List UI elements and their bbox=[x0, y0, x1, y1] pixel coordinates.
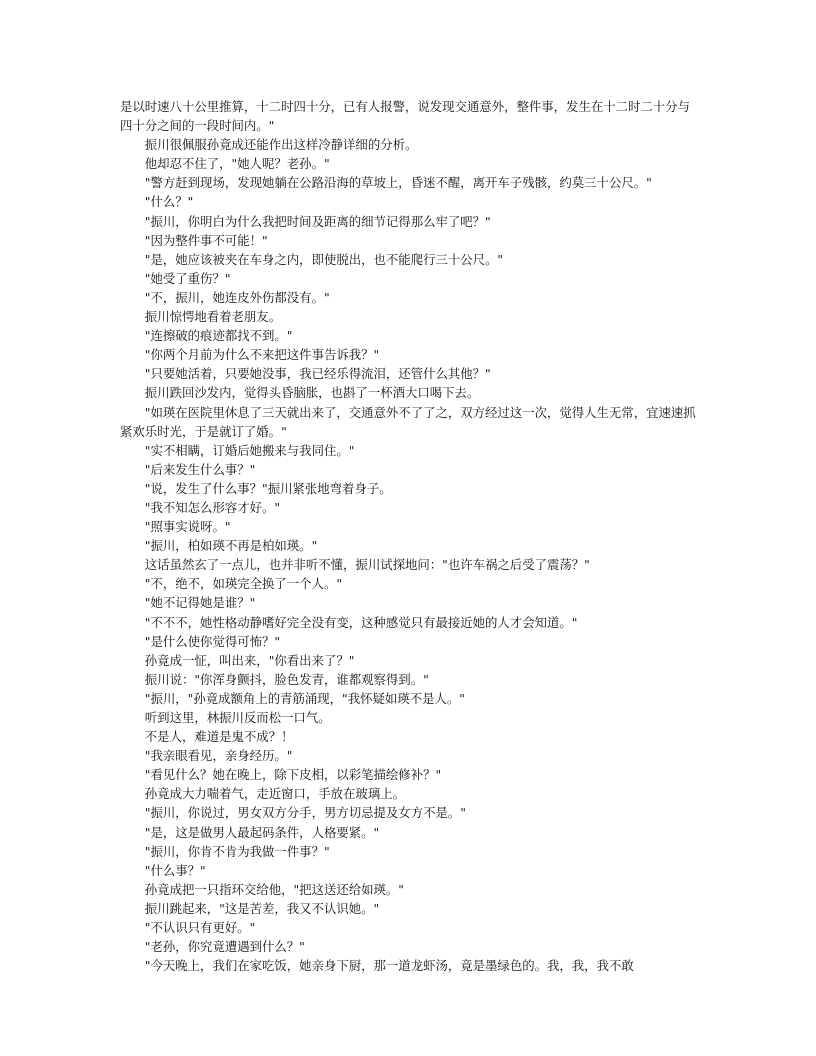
paragraph: "不认识只有更好。" bbox=[144, 920, 256, 936]
paragraph: "实不相瞒，订婚后她搬来与我同住。" bbox=[144, 442, 355, 458]
paragraph: 孙竟成把一只指环交给他，"把这送还给如瑛。" bbox=[144, 881, 405, 897]
paragraph: 振川很佩服孙竟成还能作出这样冷静详细的分析。 bbox=[144, 137, 418, 153]
paragraph: "照事实说呀。" bbox=[144, 519, 231, 535]
paragraph: "振川，你说过，男女双方分手，男方切忌提及女方不是。" bbox=[144, 805, 466, 821]
paragraph: "如瑛在医院里休息了三天就出来了，交通意外不了了之，双方经过这一次，觉得人生无常，宜速速抓紧欢乐时光，于是就订了婚。" bbox=[120, 404, 696, 439]
paragraph: "不不不，她性格动静嗜好完全没有变，这种感觉只有最接近她的人才会知道。" bbox=[144, 614, 578, 630]
paragraph: "是，她应该被夹在车身之内，即使脱出，也不能爬行三十公尺。" bbox=[144, 251, 504, 267]
document-page bbox=[120, 97, 700, 975]
paragraph: "什么事？" bbox=[144, 862, 206, 878]
paragraph: "老孙，你究竟遭遇到什么？" bbox=[144, 939, 305, 955]
paragraph: "我亲眼看见，亲身经历。" bbox=[144, 748, 293, 764]
paragraph: "振川，"孙竟成额角上的青筋涌现，"我怀疑如瑛不是人。" bbox=[144, 690, 465, 706]
paragraph: "振川，你肯不肯为我做一件事？" bbox=[144, 843, 330, 859]
paragraph: 孙竟成一怔，叫出来，"你看出来了？" bbox=[144, 652, 355, 668]
paragraph: "她不记得她是谁？" bbox=[144, 595, 256, 611]
paragraph: "只要她活着，只要她没事，我已经乐得流泪，还管什么其他？" bbox=[144, 366, 491, 382]
paragraph: 振川跌回沙发内，觉得头昏脑胀，也斟了一杯酒大口喝下去。 bbox=[144, 385, 480, 401]
paragraph: "什么？" bbox=[144, 194, 194, 210]
paragraph: "连擦破的痕迹都找不到。" bbox=[144, 328, 293, 344]
paragraph: "振川，柏如瑛不再是柏如瑛。" bbox=[144, 538, 318, 554]
paragraph: "因为整件事不可能！" bbox=[144, 232, 268, 248]
paragraph: "警方赶到现场，发现她躺在公路沿海的草坡上，昏迷不醒，离开车子残骸，约莫三十公尺。" bbox=[144, 175, 652, 191]
paragraph: 这话虽然玄了一点儿，也并非听不懂，振川试探地问："也许车祸之后受了震荡？" bbox=[144, 557, 590, 573]
paragraph: 振川惊愕地看着老朋友。 bbox=[144, 309, 282, 325]
paragraph: 孙竟成大力喘着气，走近窗口，手放在玻璃上。 bbox=[144, 786, 405, 802]
paragraph: "今天晚上，我们在家吃饭，她亲身下厨，那一道龙虾汤，竟是墨绿色的。我，我，我不敢 bbox=[144, 958, 634, 974]
paragraph: 是以时速八十公里推算，十二时四十分，已有人报警，说发现交通意外，整件事，发生在十二时二十分与四十分之间的一段时间内。" bbox=[120, 99, 690, 134]
paragraph: 振川跳起来，"这是苦差，我又不认识她。" bbox=[144, 900, 380, 916]
paragraph: "我不知怎么形容才好。" bbox=[144, 499, 281, 515]
paragraph: "她受了重伤？" bbox=[144, 270, 231, 286]
paragraph: "不，振川，她连皮外伤都没有。" bbox=[144, 289, 330, 305]
paragraph: "你两个月前为什么不来把这件事告诉我？" bbox=[144, 347, 380, 363]
paragraph: "看见什么？她在晚上，除下皮相，以彩笔描绘修补？" bbox=[144, 767, 442, 783]
paragraph: 振川说："你浑身颤抖，脸色发青，谁都观察得到。" bbox=[144, 671, 429, 687]
paragraph: "不，绝不，如瑛完全换了一个人。" bbox=[144, 576, 343, 592]
paragraph: "说，发生了什么事？"振川紧张地弯着身子。 bbox=[144, 480, 392, 496]
paragraph: 听到这里，林振川反而松一口气。 bbox=[144, 710, 331, 725]
paragraph: 他却忍不住了，"她人呢？老孙。" bbox=[144, 156, 330, 172]
paragraph: "是，这是做男人最起码条件，人格要紧。" bbox=[144, 824, 380, 840]
paragraph: "是什么使你觉得可怖？" bbox=[144, 633, 281, 649]
paragraph: 不是人，难道是鬼不成？！ bbox=[144, 729, 294, 745]
paragraph: "后来发生什么事？" bbox=[144, 461, 256, 477]
paragraph: "振川，你明白为什么我把时间及距离的细节记得那么牢了吧？" bbox=[144, 213, 491, 229]
